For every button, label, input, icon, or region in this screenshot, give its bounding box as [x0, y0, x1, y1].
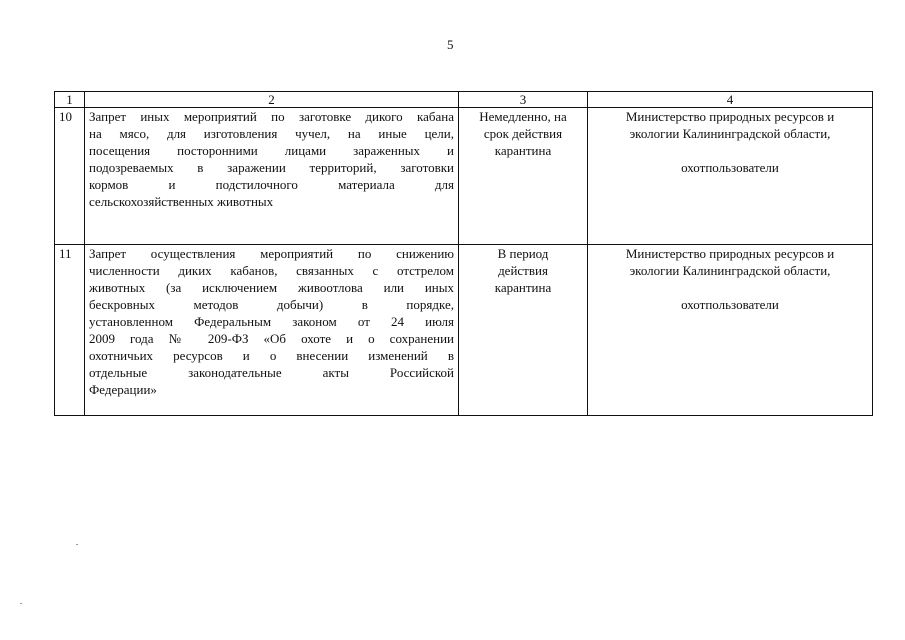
description-line: 2009 года № 209-ФЗ «Об охоте и о сохранении — [89, 331, 454, 346]
measure-responsible — [588, 108, 873, 245]
term-line: срок действия — [483, 126, 563, 141]
responsible-line: экологии Калининградской области, — [629, 126, 831, 141]
header-col-2: 2 — [85, 92, 459, 108]
header-col-3: 3 — [459, 92, 588, 108]
scan-speck — [20, 603, 22, 604]
measure-term — [459, 245, 588, 416]
description-line-last: Федерации» — [89, 382, 157, 397]
description-line: животных (за исключением живоотлова или иных — [89, 280, 454, 295]
description-line: отдельные законодательные акты Российской — [89, 365, 454, 380]
measure-term — [459, 108, 588, 245]
scan-speck — [76, 544, 78, 545]
row-number: 11 — [55, 245, 85, 416]
row-number: 10 — [55, 108, 85, 245]
description-line: охотничьих ресурсов и о внесении изменений в — [89, 348, 454, 363]
responsible-line: Министерство природных ресурсов и — [625, 246, 835, 261]
term-line: Немедленно, на — [479, 109, 567, 124]
term-line: В период — [497, 246, 549, 261]
description-line: Запрет иных мероприятий по заготовке дикого кабана — [89, 109, 454, 124]
description-line-last: сельскохозяйственных животных — [89, 194, 274, 209]
responsible-extra: охотпользователи — [681, 160, 779, 175]
term-line: карантина — [494, 280, 552, 295]
responsible-extra: охотпользователи — [681, 297, 779, 312]
term-line: действия — [498, 263, 548, 278]
description-line: установленном Федеральным законом от 24 июля — [89, 314, 454, 329]
description-line: посещения посторонними лицами зараженных и — [89, 143, 454, 158]
term-line: карантина — [494, 143, 552, 158]
description-line: кормов и подстилочного материала для — [89, 177, 454, 192]
table-row — [55, 245, 873, 416]
description-line: Запрет осуществления мероприятий по снижению — [89, 246, 454, 261]
responsible-line: экологии Калининградской области, — [629, 263, 831, 278]
description-line: численности диких кабанов, связанных с отстрелом — [89, 263, 454, 278]
description-line: на мясо, для изготовления чучел, на иные цели, — [89, 126, 454, 141]
table-row — [55, 108, 873, 245]
measure-description — [85, 108, 459, 245]
measure-description — [85, 245, 459, 416]
description-line: подозреваемых в заражении территорий, заготовки — [89, 160, 454, 175]
description-line: бескровных методов добычи) в порядке, — [89, 297, 454, 312]
measure-responsible — [588, 245, 873, 416]
header-col-4: 4 — [588, 92, 873, 108]
responsible-line: Министерство природных ресурсов и — [625, 109, 835, 124]
page-number: 5 — [447, 37, 454, 52]
measures-table — [54, 91, 873, 416]
header-col-1: 1 — [55, 92, 85, 108]
table-header-row — [55, 92, 873, 108]
